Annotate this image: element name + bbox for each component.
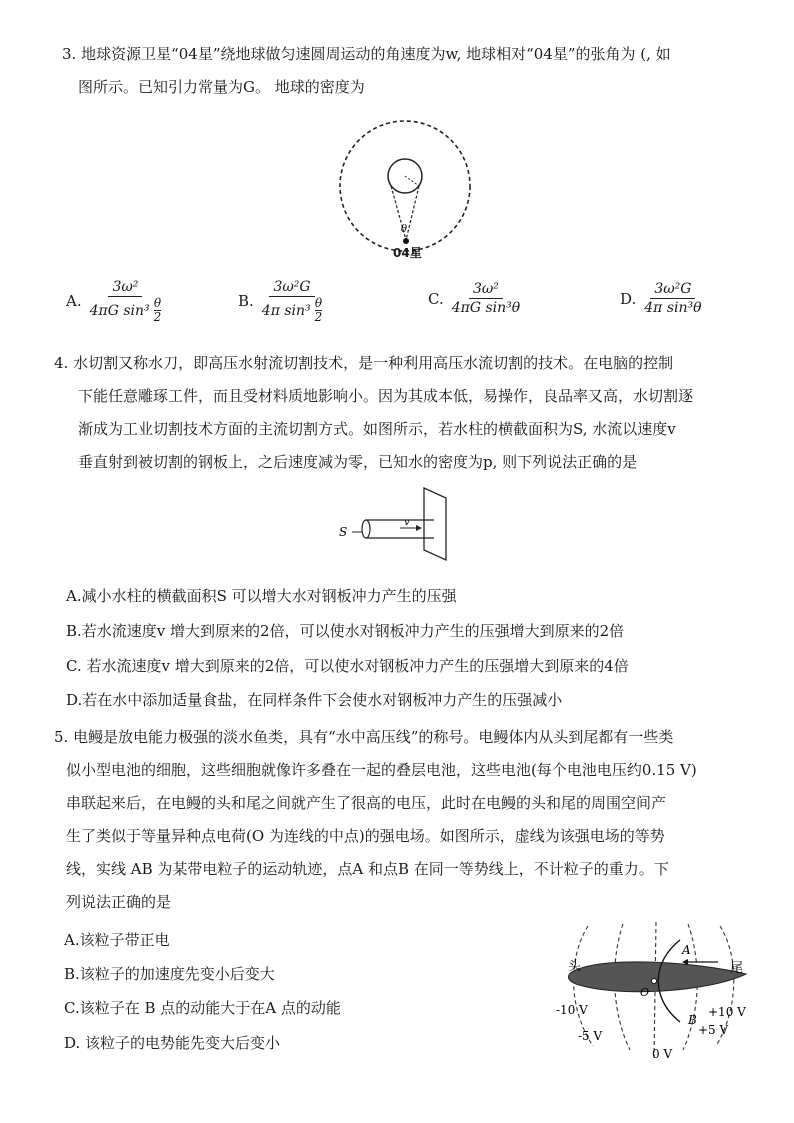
area-label: S [339, 525, 348, 539]
q5-option-d[interactable]: D. 该粒子的电势能先变大后变小 [64, 1034, 281, 1052]
water-jet-figure [338, 486, 468, 564]
q3-option-a[interactable]: A. 3ω² 4πG sin³ θ 2 [66, 279, 162, 324]
voltage-minus5: -5 V [578, 1029, 603, 1043]
q4-option-c[interactable]: C. 若水流速度v 增大到原来的2倍，可以使水对钢板冲力产生的压强增大到原来的4倍 [66, 657, 629, 675]
voltage-plus10: +10 V [708, 1005, 746, 1019]
tail-label: 尾 [730, 961, 744, 976]
q4-option-b[interactable]: B.若水流速度v 增大到原来的2倍，可以使水对钢板冲力产生的压强增大到原来的2倍 [66, 622, 625, 640]
voltage-minus10: -10 V [556, 1003, 588, 1017]
voltage-zero: 0 V [652, 1047, 673, 1061]
voltage-plus5: +5 V [698, 1023, 729, 1037]
q4-line-1: 4. 水切割又称水刀，即高压水射流切割技术，是一种利用高压水流切割的技术。在电脑的控制 [54, 354, 674, 372]
q5-option-c[interactable]: C.该粒子在 B 点的动能大于在A 点的动能 [64, 999, 341, 1017]
satellite-figure [335, 120, 475, 260]
q5-line-6: 列说法正确的是 [66, 893, 172, 911]
q3-option-b[interactable]: B. 3ω²G 4π sin³ θ 2 [238, 279, 323, 324]
q3-line-2: 图所示。已知引力常量为G。 地球的密度为 [78, 78, 365, 96]
point-a-label: A [682, 943, 691, 957]
eel-field-figure [548, 918, 768, 1063]
q3-line-1: 3. 地球资源卫星“04星”绕地球做匀速圆周运动的角速度为w, 地球相对“04星”的张角为 (, 如 [62, 45, 671, 63]
q5-option-b[interactable]: B.该粒子的加速度先变小后变大 [64, 965, 275, 983]
q5-line-2: 似小型电池的细胞，这些细胞就像许多叠在一起的叠层电池，这些电池(每个电池电压约0.15 V) [66, 761, 697, 779]
velocity-label: v [404, 517, 410, 528]
q5-line-5: 线，实线 AB 为某带电粒子的运动轨迹，点A 和点B 在同一等势线上，不计粒子的重力。下 [66, 860, 669, 878]
q4-line-4: 垂直射到被切割的钢板上，之后速度减为零，已知水的密度为p, 则下列说法正确的是 [78, 453, 638, 471]
head-label: 头 [568, 959, 582, 974]
point-o-label: O [640, 986, 650, 999]
q5-line-4: 生了类似于等量异种点电荷(O 为连线的中点)的强电场。如图所示，虚线为该强电场的等势 [66, 827, 665, 845]
q4-option-d[interactable]: D.若在水中添加适量食盐，在同样条件下会使水对钢板冲力产生的压强减小 [66, 691, 563, 709]
q5-line-3: 串联起来后，在电鳗的头和尾之间就产生了很高的电压，此时在电鳗的头和尾的周围空间产 [66, 794, 667, 812]
angle-label: θ [401, 224, 408, 235]
q3-option-c[interactable]: C. $\frac{\text{3ω²}}{\text{4πG sin³θ}}$ [428, 281, 521, 316]
q3-option-d[interactable]: D. $\frac{\text{3ω²G}}{\text{4π sin³θ}}$ [620, 281, 702, 316]
q4-line-2: 下能任意雕琢工件，而且受材料质地影响小。因为其成本低，易操作，良品率又高，水切割逐 [78, 387, 694, 405]
q5-line-1: 5. 电鳗是放电能力极强的淡水鱼类，具有“水中高压线”的称号。电鳗体内从头到尾都有一些类 [54, 728, 674, 746]
point-b-label: B [688, 1013, 697, 1027]
q5-option-a[interactable]: A.该粒子带正电 [64, 931, 170, 949]
satellite-label: 04星 [393, 246, 422, 260]
q4-option-a[interactable]: A.减小水柱的横截面积S 可以增大水对钢板冲力产生的压强 [66, 587, 457, 605]
q4-line-3: 渐成为工业切割技术方面的主流切割方式。如图所示，若水柱的横截面积为S, 水流以速度v [78, 420, 676, 438]
